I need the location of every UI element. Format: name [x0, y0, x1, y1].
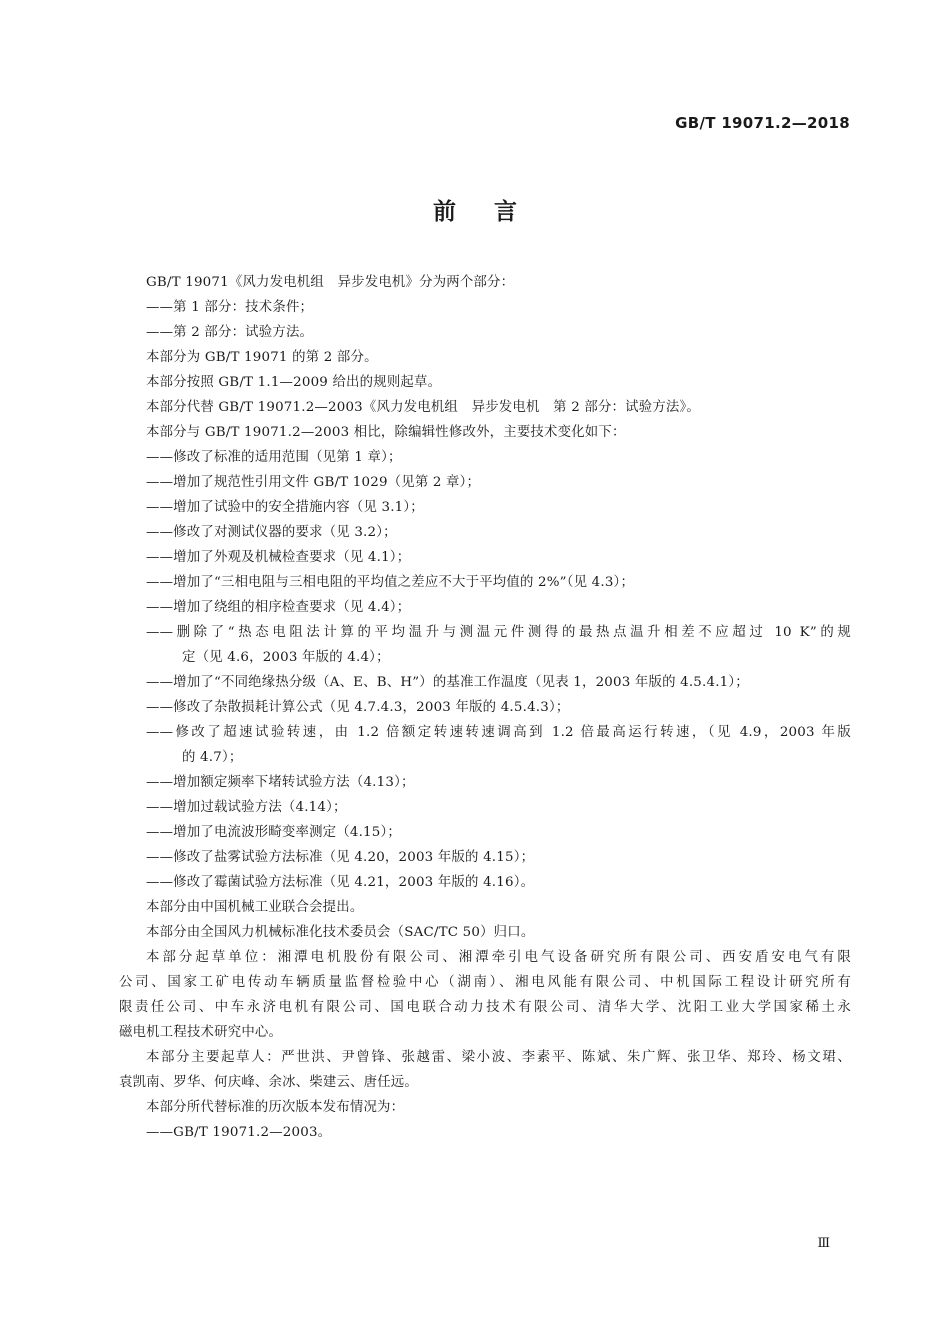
list-item: ——修改了霉菌试验方法标准（见 4.21，2003 年版的 4.16）。 [146, 875, 535, 890]
paragraph-line: 本部分由中国机械工业联合会提出。 [146, 900, 364, 915]
list-item: ——修改了标准的适用范围（见第 1 章）； [146, 450, 402, 465]
list-item: ——修改了杂散损耗计算公式（见 4.7.4.3，2003 年版的 4.5.4.3）； [146, 700, 570, 715]
list-item: ——修改了对测试仪器的要求（见 3.2）； [146, 525, 397, 540]
paragraph-line: 磁电机工程技术研究中心。 [119, 1025, 283, 1040]
list-item: ——增加了试验中的安全措施内容（见 3.1）； [146, 500, 424, 515]
page-title: 前言 [433, 199, 555, 225]
list-item: ——增加额定频率下堵转试验方法（4.13）； [146, 775, 415, 790]
list-item: ——修改了盐雾试验方法标准（见 4.20，2003 年版的 4.15）； [146, 850, 535, 865]
paragraph-line: 本部分主要起草人：严世洪、尹曾锋、张越雷、梁小波、李素平、陈斌、朱广辉、张卫华、郑玲、杨文珺、 [146, 1050, 851, 1065]
list-item-continuation: 定（见 4.6，2003 年版的 4.4）； [182, 650, 390, 665]
standard-number: GB/T 19071.2—2018 [675, 114, 850, 132]
paragraph-line: 本部分所代替标准的历次版本发布情况为： [146, 1100, 405, 1115]
paragraph-line: 本部分按照 GB/T 1.1—2009 给出的规则起草。 [146, 375, 442, 390]
list-item: ——增加了绕组的相序检查要求（见 4.4）； [146, 600, 411, 615]
list-item: ——删除了“热态电阻法计算的平均温升与测温元件测得的最热点温升相差不应超过 10 K”的规 [146, 625, 851, 640]
list-item: ——增加了规范性引用文件 GB/T 1029（见第 2 章）； [146, 475, 481, 490]
list-item: ——增加过载试验方法（4.14）； [146, 800, 347, 815]
paragraph-line: 袁凯南、罗华、何庆峰、余冰、柴建云、唐任远。 [119, 1075, 418, 1090]
list-item: ——第 1 部分：技术条件； [146, 300, 314, 315]
foreword-body [119, 270, 851, 1145]
list-item: ——修改了超速试验转速，由 1.2 倍额定转速转速调高到 1.2 倍最高运行转速，（见 4.9，2003 年版 [146, 725, 851, 740]
list-item: ——GB/T 19071.2—2003。 [146, 1125, 332, 1140]
paragraph-line: 本部分起草单位：湘潭电机股份有限公司、湘潭牵引电气设备研究所有限公司、西安盾安电气有限 [146, 950, 851, 965]
list-item-continuation: 的 4.7）； [182, 750, 243, 765]
list-item: ——增加了“不同绝缘热分级（A、E、B、H”）的基准工作温度（见表 1，2003 年版的 4.5.4.1）； [146, 675, 749, 690]
paragraph-line: 本部分为 GB/T 19071 的第 2 部分。 [146, 350, 378, 365]
paragraph-line: 限责任公司、中车永济电机有限公司、国电联合动力技术有限公司、清华大学、沈阳工业大学国家稀土永 [119, 1000, 851, 1015]
page-number: Ⅲ [817, 1236, 830, 1251]
paragraph-line: 公司、国家工矿电传动车辆质量监督检验中心（湖南）、湘电风能有限公司、中机国际工程设计研究所有 [119, 975, 851, 990]
list-item: ——增加了外观及机械检查要求（见 4.1）； [146, 550, 411, 565]
list-item: ——第 2 部分：试验方法。 [146, 325, 314, 340]
paragraph-line: 本部分由全国风力机械标准化技术委员会（SAC/TC 50）归口。 [146, 925, 535, 940]
list-item: ——增加了电流波形畸变率测定（4.15）； [146, 825, 401, 840]
list-item: ——增加了“三相电阻与三相电阻的平均值之差应不大于平均值的 2%”（见 4.3）； [146, 575, 635, 590]
paragraph-line: GB/T 19071《风力发电机组 异步发电机》分为两个部分： [146, 275, 515, 290]
paragraph-line: 本部分代替 GB/T 19071.2—2003《风力发电机组 异步发电机 第 2 部分：试验方法》。 [146, 400, 700, 415]
paragraph-line: 本部分与 GB/T 19071.2—2003 相比，除编辑性修改外，主要技术变化如下： [146, 425, 626, 440]
